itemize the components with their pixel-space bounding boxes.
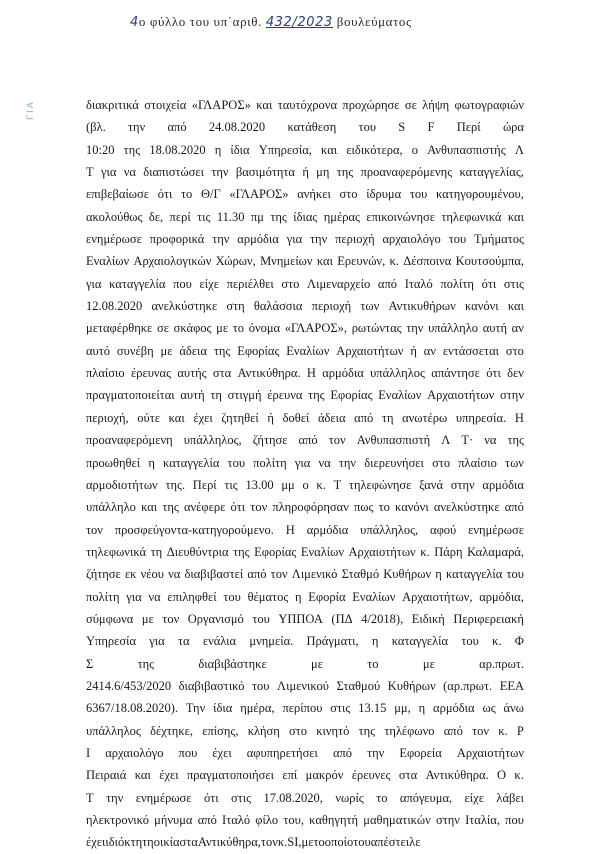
- text-line: Πειραιά και έχει πραγματοποιήσει επί μακρόν έρευνες στα Αντικύθηρα. Ο κ.: [86, 768, 524, 783]
- text-line: 6367/18.08.2020). Την ίδια ημέρα, περίπου στις 13.15 μμ, η αρμόδια ως άνω: [86, 701, 524, 716]
- text-line: 10:20 της 18.08.2020 η ίδια Υπηρεσία, και ειδικότερα, ο Ανθυπασπιστής Λ: [86, 142, 524, 157]
- handwritten-page-number: 4: [130, 15, 139, 30]
- text-line: Τ για να διαπιστώσει την βασιμότητα ή μη της προαναφερόμενης καταγγελίας,: [86, 165, 524, 180]
- text-line: υπάλληλος δέχτηκε, επίσης, κλήση στο κινητό της τηλέφωνο από τον κ. Ρ: [86, 723, 524, 738]
- text-line: υπάλληλο και της ανέφερε ότι τον πληροφόρησαν πως το κανόνι ανελκύστηκε από: [86, 500, 524, 515]
- text-line: πλαίσιο έρευνας αυτής στα Αντικύθηρα. Η αρμόδια υπάλληλος απάντησε ότι δεν: [86, 366, 524, 381]
- text-line: επιβεβαίωσε ότι το Θ/Γ «ΓΛΑΡΟΣ» ανήκει στο ίδρυμα του κατηγορουμένου,: [86, 187, 524, 202]
- text-line: Σ της διαβιβάστηκε με το με αρ.πρωτ.: [86, 656, 524, 671]
- text-line: περιοχή, ούτε και έχει ζητηθεί ή δοθεί άδεια από τη ανωτέρω υπηρεσία. Η: [86, 410, 524, 425]
- text-line: προωθηθεί η καταγγελία του πολίτη για να την διερευνήσει στο πλαίσιο των: [86, 455, 524, 470]
- text-line: Εναλίων Αρχαιολογικών Χώρων, Μνημείων και Ερευνών, κ. Δέσποινα Κουτσούμπα,: [86, 254, 524, 269]
- text-line: (βλ. την από 24.08.2020 κατάθεση του S F Περί ώρα: [86, 120, 524, 135]
- text-line: Υπηρεσία για τα ενάλια μνημεία. Πράγματι, η καταγγελία του κ. Φ: [86, 634, 524, 649]
- text-line: ζήτησε εκ νέου να διαβιβαστεί από τον Λιμενικό Σταθμό Κυθήρων η καταγγελία του: [86, 567, 524, 582]
- text-line: Τ την ενημέρωσε ότι στις 17.08.2020, νωρίς το απόγευμα, είχε λάβει: [86, 790, 524, 805]
- text-line: μεταφέρθηκε σε σκάφος με το όνομα «ΓΛΑΡΟΣ», ρωτώντας την υπάλληλο αυτή αν: [86, 321, 524, 336]
- text-line: τηλεφωνικά τη Διευθύντρια της Εφορίας Εναλίων Αρχαιοτήτων κ. Πάρη Καλαμαρά,: [86, 544, 524, 559]
- text-line: σύμφωνα με τον Οργανισμό του ΥΠΠΟΑ (ΠΔ 4/2018), Ειδική Περιφερειακή: [86, 611, 524, 626]
- text-line: έχει ιδιόκτητη οικία στα Αντικύθηρα, τον κ. S Ι , με το οποίο του απέστειλε: [86, 835, 421, 850]
- text-line: Ι αρχαιολόγο που έχει αφυπηρετήσει από την Εφορεία Αρχαιοτήτων: [86, 745, 524, 760]
- text-line: 2414.6/453/2020 διαβιβαστικό του Λιμενικού Σταθμού Κυθήρων (αρ.πρωτ. ΕΕΑ: [86, 678, 524, 693]
- text-line: διακριτικά στοιχεία «ΓΛΑΡΟΣ» και ταυτόχρονα προχώρησε σε λήψη φωτογραφιών: [86, 98, 524, 112]
- text-line: ηλεκτρονικό μήνυμα από Ιταλό φίλο του, καθηγητή μαθηματικών στην Ιταλία, που: [86, 813, 524, 827]
- text-line: προαναφερόμενη υπάλληλος, ζήτησε από τον Ανθυπασπιστή Λ Τ· να της: [86, 433, 524, 448]
- document-body: [86, 94, 524, 854]
- text-line: τον προσφεύγοντα-κατηγορούμενο. Η αρμόδια υπάλληλος, αφού ενημέρωσε: [86, 522, 524, 537]
- text-line: αυτό συνέβη με άδεια της Εφορίας Εναλίων Αρχαιοτήτων ή αν εντάσσεται στο: [86, 343, 524, 358]
- margin-stamp: ΓΙΑ: [26, 100, 36, 120]
- handwritten-decision-number: 432/2023: [265, 15, 333, 30]
- text-line: ενημέρωσε προφορικά την αρμόδια για την περιοχή αρχαιολόγο του Τμήματος: [86, 232, 524, 247]
- page-header: 4ο φύλλο του υπ΄αριθ. 432/2023 βουλεύματος: [130, 14, 412, 30]
- text-line: πολίτη για να επιληφθεί του θέματος η Εφορία Εναλίων Αρχαιοτήτων, αρμόδια,: [86, 589, 524, 604]
- header-prefix: φύλλο του υπ΄αριθ.: [149, 14, 262, 29]
- text-line: 12.08.2020 ανελκύστηκε στη θαλάσσια περιοχή των Αντικυθήρων κανόνι και: [86, 299, 524, 314]
- text-line: αρμοδιοτήτων της. Περί τις 13.00 μμ ο κ. Τ τηλεφώνησε ξανά στην αρμόδια: [86, 477, 524, 492]
- header-suffix: βουλεύματος: [336, 14, 412, 29]
- text-line: πραγματοποιείται αυτή τη στιγμή έρευνα της Εφορίας Εναλίων Αρχαιοτήτων στην: [86, 388, 524, 403]
- text-line: ακολούθως δε, περί τις 11.30 πμ της ίδιας ημέρας επικοινώνησε τηλεφωνικά και: [86, 209, 524, 224]
- text-line: για καταγγελία που είχε περιέλθει στο Λιμεναρχείο από Ιταλό πολίτη ότι στις: [86, 276, 524, 291]
